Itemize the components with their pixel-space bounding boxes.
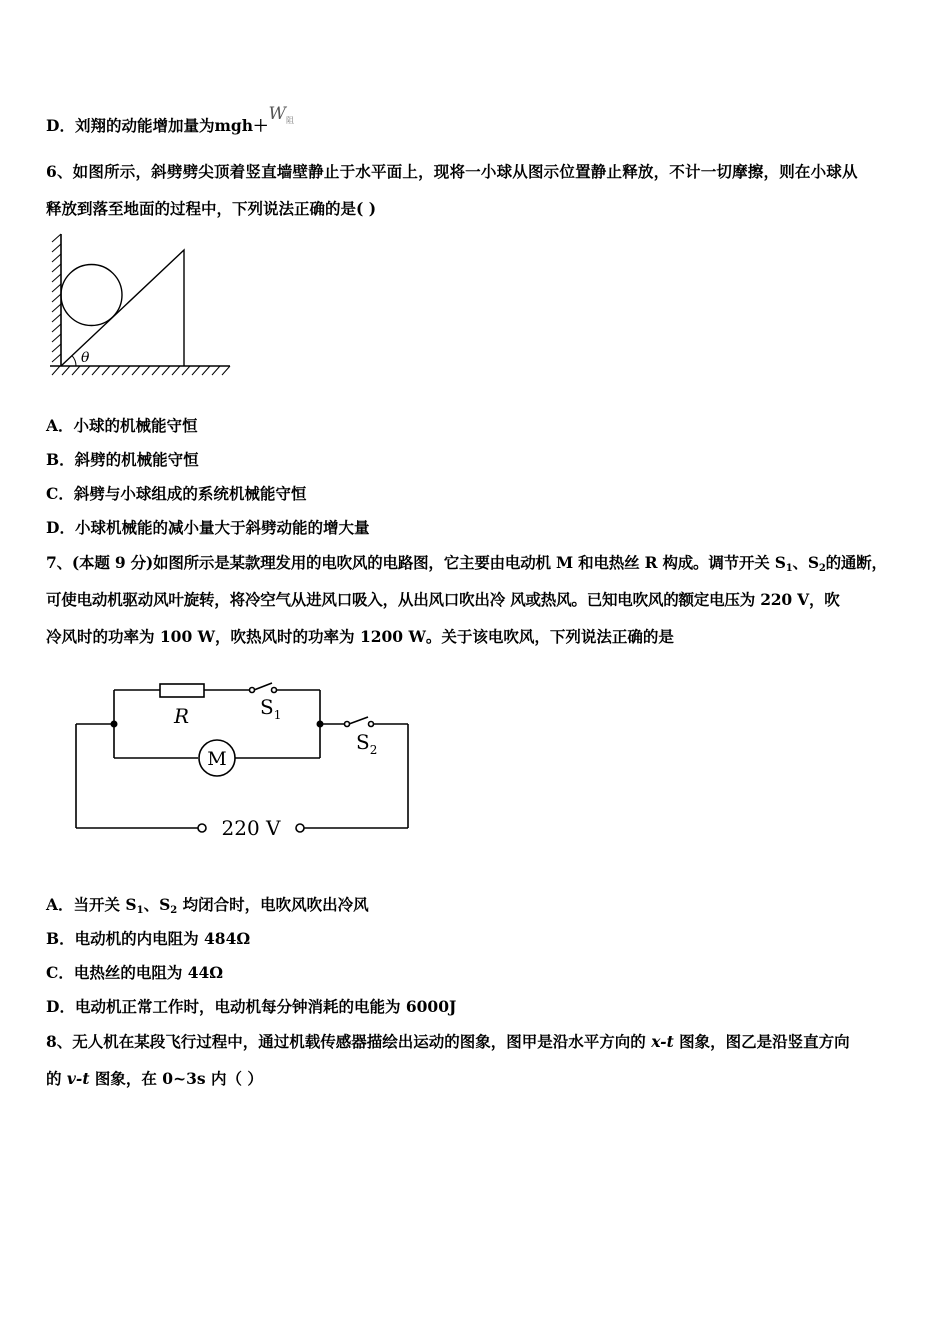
- q7-option-d[interactable]: [46, 997, 456, 1017]
- q7-option-b[interactable]: [46, 929, 250, 949]
- q7-circuit-figure: [70, 676, 416, 844]
- q8-stem-part-c: 的: [46, 1069, 67, 1088]
- option-label: C．: [46, 963, 74, 982]
- q7-stem-line1: [46, 553, 887, 579]
- option-sub2: 2: [170, 905, 178, 916]
- option-text: 刘翔的动能增加量为mgh＋: [74, 116, 269, 135]
- q5-option-d: [46, 104, 294, 143]
- junction-left: [111, 721, 118, 728]
- option-label: C．: [46, 484, 74, 503]
- option-label: D．: [46, 116, 75, 135]
- w-fraction: [268, 104, 293, 123]
- w-subscript: 阻: [285, 116, 294, 125]
- q7-stem-part-b: 、S: [792, 553, 819, 572]
- q8-stem-part-a: 8、无人机在某段飞行过程中，通过机载传感器描绘出运动的图象，图甲是沿水平方向的: [46, 1032, 652, 1051]
- terminal-right: [296, 824, 304, 832]
- option-text-a: 当开关 S: [73, 895, 137, 914]
- option-text: 小球机械能的减小量大于斜劈动能的增大量: [74, 518, 370, 537]
- switch1-label: $S_1$: [260, 695, 282, 722]
- voltage-label: 220 V: [221, 816, 281, 840]
- option-label: D．: [46, 997, 75, 1016]
- option-label: A．: [46, 895, 74, 914]
- option-text-b: 、S: [143, 895, 171, 914]
- option-sub1: 1: [136, 905, 144, 916]
- q7-option-a[interactable]: [46, 895, 369, 921]
- option-text: 小球的机械能守恒: [73, 416, 198, 435]
- resistor: [160, 684, 204, 697]
- s2-subscript: 2: [818, 563, 826, 574]
- w-symbol: W: [268, 104, 286, 124]
- option-label: B．: [46, 929, 75, 948]
- q7-stem-line3: 冷风时的功率为 100 W，吹热风时的功率为 1200 W。关于该电吹风，下列说法正确的是: [46, 627, 674, 646]
- wall-hatching: [52, 234, 61, 362]
- q6-option-b[interactable]: [46, 450, 199, 470]
- motor-label: M: [207, 748, 227, 770]
- q8-stem-part-b: 图象，图乙是沿竖直方向: [673, 1032, 850, 1051]
- option-text: 电动机的内电阻为 484Ω: [74, 929, 251, 948]
- q6-option-a[interactable]: [46, 416, 198, 436]
- vt-symbol: v-t: [66, 1069, 90, 1088]
- q7-stem-part-c: 的通断，: [825, 553, 887, 572]
- option-label: A．: [46, 416, 74, 435]
- q8-stem-line2: [46, 1069, 263, 1089]
- q7-stem-line2: 可使电动机驱动风叶旋转，将冷空气从进风口吸入，从出风口吹出冷 风或热风。已知电吹风的额定电压为 220 V，吹: [46, 590, 840, 609]
- ground-hatching: [52, 366, 230, 375]
- q8-stem-part-d: 图象，在 0~3s 内（ ）: [89, 1069, 263, 1088]
- q6-stem-line1: 6、如图所示，斜劈劈尖顶着竖直墙壁静止于水平面上，现将一小球从图示位置静止释放，不计一切摩擦，则在小球从: [46, 162, 858, 181]
- q6-option-d[interactable]: [46, 518, 369, 538]
- option-text: 电热丝的电阻为 44Ω: [73, 963, 224, 982]
- q8-stem-line1: [46, 1032, 850, 1052]
- angle-label: θ: [81, 350, 90, 366]
- switch2-label: $S_2$: [356, 730, 378, 757]
- q6-stem-line2: 释放到落至地面的过程中，下列说法正确的是( ): [46, 199, 377, 218]
- option-text: 电动机正常工作时，电动机每分钟消耗的电能为 6000J: [74, 997, 457, 1016]
- ball: [61, 265, 122, 326]
- terminal-left: [198, 824, 206, 832]
- s1-subscript: 1: [785, 563, 793, 574]
- option-label: B．: [46, 450, 75, 469]
- option-text: 斜劈的机械能守恒: [74, 450, 199, 469]
- option-text-c: 均闭合时，电吹风吹出冷风: [177, 895, 369, 914]
- q7-option-c[interactable]: [46, 963, 223, 983]
- angle-arc: [72, 356, 76, 366]
- switch2-blade: [349, 717, 368, 724]
- option-text: 斜劈与小球组成的系统机械能守恒: [73, 484, 307, 503]
- q6-wedge-figure: [44, 230, 236, 380]
- option-label: D．: [46, 518, 75, 537]
- junction-right: [317, 721, 324, 728]
- xt-symbol: x-t: [651, 1032, 674, 1051]
- q6-option-c[interactable]: [46, 484, 306, 504]
- resistor-label: R: [174, 704, 190, 728]
- q7-stem-part-a: 7、(本题 9 分)如图所示是某款理发用的电吹风的电路图，它主要由电动机 M 和电热丝 R 构成。调节开关 S: [46, 553, 786, 572]
- switch1-blade: [254, 683, 272, 690]
